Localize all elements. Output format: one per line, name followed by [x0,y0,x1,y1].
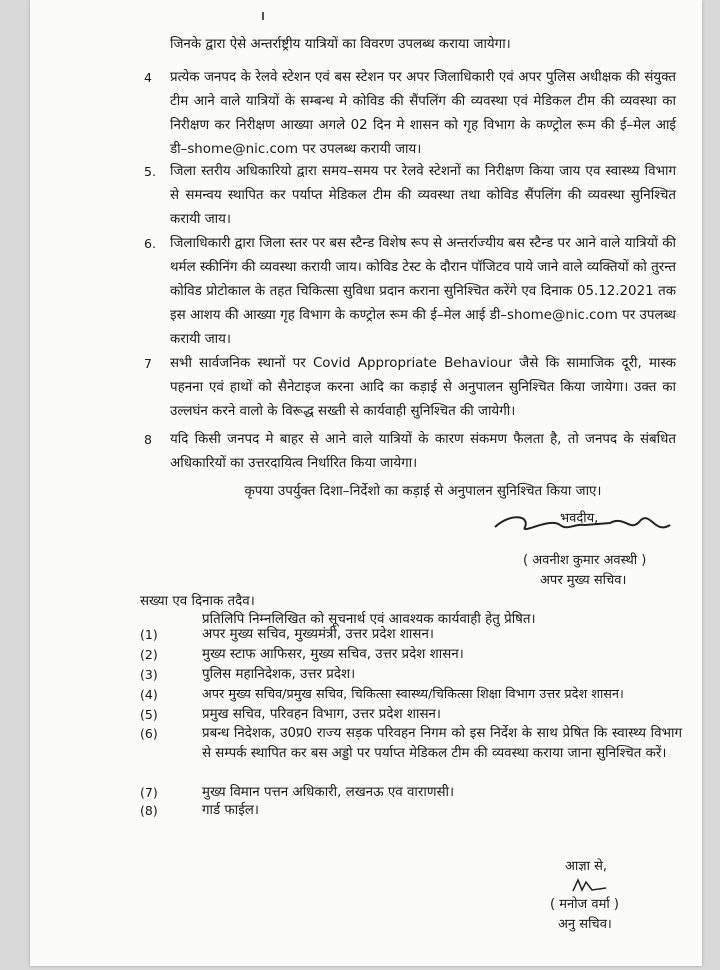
item-number: 5. [144,164,156,179]
instruction-item: प्रत्येक जनपद के रेलवे स्टेशन एवं बस स्टेशन पर अपर जिलाधिकारी एवं अपर पुलिस अधीक्षक की संयुक्त टीम आने वाले यात्रियों के सम्बन्ध मे कोविड की सैंपलिंग की व्यवस्था एवं मेडिकल टीम की व्यवस्था का निरीक्षण कर निरीक्षण आख्या अगले 02 दिन मे शासन को गृह विभाग के कण्ट्रोल रूम की ई–मेल आई डी–shome@nic.com पर उपलब्ध करायी जाय। [170,70,676,157]
instruction-item: सभी सार्वजनिक स्थानों पर Covid Appropriate Behaviour जैसे कि सामाजिक दूरी, मास्क पहनना एवं हाथों को सैनेटाइज करना आदि का कड़ाई से अनुपालन सुनिश्चित किया जायेगा। उक्त का उल्लघंन करने वालो के विरूद्ध सख्ती से कार्यवाही सुनिश्चित की जायेगी। [170,356,676,419]
item-number: 4 [144,70,152,85]
copy-recipient: प्रमुख सचिव, परिवहन विभाग, उत्तर प्रदेश शासन। [202,707,442,722]
copy-recipient: अपर मुख्य सचिव, मुख्यमंत्री, उत्तर प्रदेश शासन। [202,627,434,642]
signatory2-designation: अनु सचिव। [558,917,612,932]
intro-line: जिनके द्वारा ऐसे अन्तर्राष्ट्रीय यात्रियों का विवरण उपलब्ध कराया जायेगा। [170,37,511,52]
signature2-salutation: आज्ञा से, [565,859,608,874]
copy-recipient: गार्ड फाईल। [202,803,259,818]
copy-number: (4) [140,687,158,702]
copy-number: (1) [140,627,158,642]
item-number: 7 [144,356,152,371]
copy-number: (8) [140,803,158,818]
copy-number: (6) [140,726,158,741]
document-page [30,0,702,966]
item-number: 6. [144,236,156,251]
instruction-item: जिलाधिकारी द्वारा जिला स्तर पर बस स्टैन्ड विशेष रूप से अन्तर्राज्यीय बस स्टैन्ड पर आने वाले यात्रियों की थर्मल स्कीनिंग की व्यवस्था करायी जाय। कोविड टेस्ट के दौरान पॉजिटव पाये जाने वाले व्यक्तियों को तुरन्त कोविड प्रोटोकाल के तहत चिकित्सा सुविधा प्रदान कराना सुनिश्चित करेंगे एव दिनाक 05.12.2021 तक इस आशय की आख्या गृह विभाग के कण्ट्रोल रूम की ई–मेल आई डी–shome@nic.com पर उपलब्ध करायी जाय। [170,236,676,347]
copy-number: (3) [140,667,158,682]
copy-number: (7) [140,785,158,800]
signatory2-name: ( मनोज वर्मा ) [550,897,619,912]
instruction-item: जिला स्तरीय अधिकारियो द्वारा समय–समय पर रेलवे स्टेशनों का निरीक्षण किया जाय एव स्वास्थ्य विभाग से समन्वय स्थापित कर पर्याप्त मेडिकल टीम की व्यवस्था तथा कोविड सैंपलिंग की व्यवस्था सुनिश्चित करायी जाय। [170,164,676,227]
copy-recipient: अपर मुख्य सचिव/प्रमुख सचिव, चिकित्सा स्वास्थ्य/चिकित्सा शिक्षा विभाग उत्तर प्रदेश शासन। [202,687,624,702]
copy-number: (2) [140,647,158,662]
copy-recipient: मुख्य विमान पत्तन अधिकारी, लखनऊ एव वाराणसी। [202,785,455,800]
signature-salutation: भवदीय, [560,511,599,526]
copy-number: (5) [140,707,158,722]
reference-line: सख्या एव दिनाक तदैव। [140,594,255,609]
copy-recipient: प्रबन्ध निदेशक, उ0प्र0 राज्य सड़क परिवहन निगम को इस निर्देश के साथ प्रेषित कि स्वास्थ्य विभाग से सम्पर्क स्थापित कर बस अड्डो पर पर्याप्त मेडिकल टीम की व्यवस्था कराया जाना सुनिश्चित करें। [202,726,682,761]
instruction-item: यदि किसी जनपद मे बाहर से आने वाले यात्रियों के कारण संकमण फैलता है, तो जनपद के संबधित अधिकारियों का उत्तरदायित्व निर्धारित किया जायेगा। [170,432,676,471]
initials-mark [570,876,610,896]
copy-intro: प्रतिलिपि निम्नलिखित को सूचनार्थ एवं आवश्यक कार्यवाही हेतु प्रेषित। [202,612,536,627]
signatory-designation: अपर मुख्य सचिव। [540,573,627,588]
punch-mark [262,12,264,20]
closing-line: कृपया उपर्युक्त दिशा–निर्देशो का कड़ाई से अनुपालन सुनिश्चित किया जाए। [244,484,602,499]
copy-recipient: मुख्य स्टाफ आफिसर, मुख्य सचिव, उत्तर प्रदेश शासन। [202,647,464,662]
copy-recipient: पुलिस महानिदेशक, उत्तर प्रदेश। [202,667,356,682]
signatory-name: ( अवनीश कुमार अवस्थी ) [523,553,647,568]
item-number: 8 [144,432,152,447]
